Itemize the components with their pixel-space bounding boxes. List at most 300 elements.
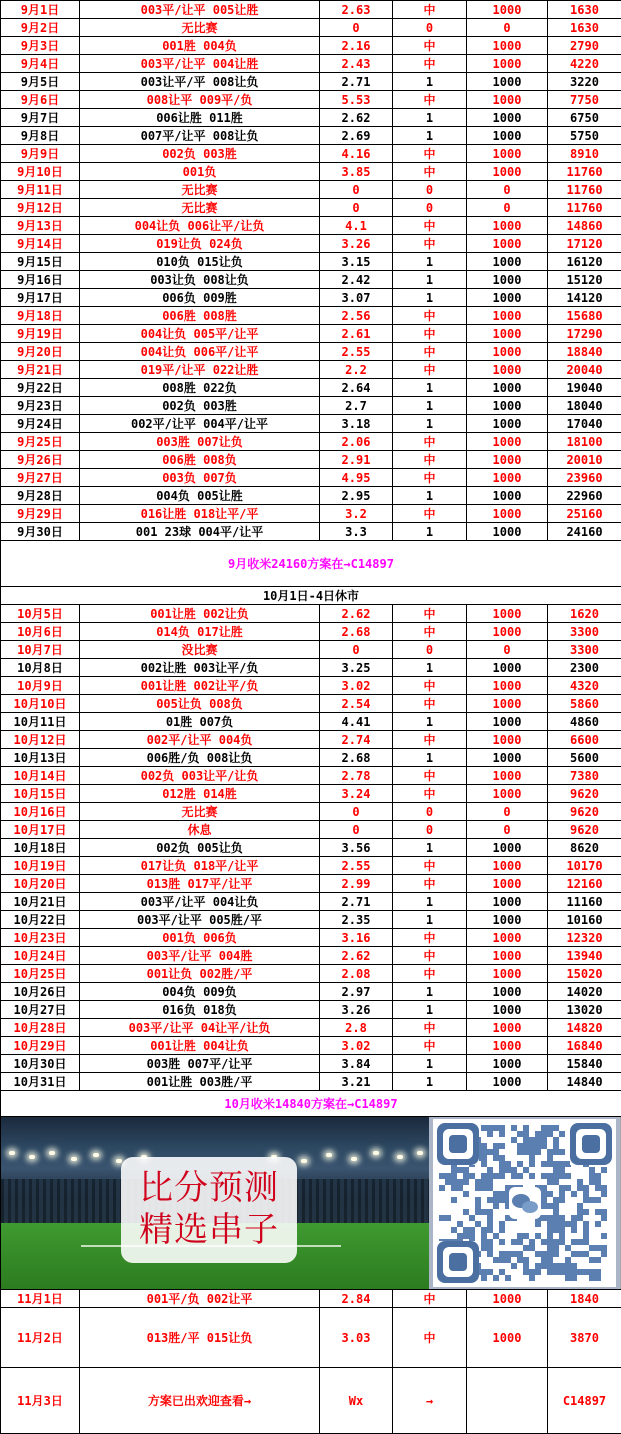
- table-row: [1, 623, 621, 641]
- match-cell: 004让负 006平/让平: [80, 343, 320, 361]
- date-cell: 9月11日: [1, 181, 80, 199]
- odds-cell: 2.71: [320, 73, 393, 91]
- match-cell: 002平/让平 004平/让平: [80, 415, 320, 433]
- result-cell: 中: [393, 361, 467, 379]
- match-cell: 无比赛: [80, 181, 320, 199]
- table-row: [1, 361, 621, 379]
- match-cell: 001让胜 003胜/平: [80, 1073, 320, 1091]
- table-row: [1, 1055, 621, 1073]
- total-cell: 4860: [548, 713, 621, 731]
- total-cell: 17040: [548, 415, 621, 433]
- odds-cell: 2.55: [320, 857, 393, 875]
- result-cell: 1: [393, 487, 467, 505]
- result-cell: 0: [393, 803, 467, 821]
- odds-cell: 3.02: [320, 1037, 393, 1055]
- stake-cell: 1000: [467, 289, 548, 307]
- date-cell: 9月29日: [1, 505, 80, 523]
- odds-cell: 2.2: [320, 361, 393, 379]
- date-cell: 9月12日: [1, 199, 80, 217]
- odds-cell: 2.97: [320, 983, 393, 1001]
- table-row: [1, 289, 621, 307]
- odds-cell: 2.68: [320, 623, 393, 641]
- match-cell: 01胜 007负: [80, 713, 320, 731]
- stake-cell: 0: [467, 199, 548, 217]
- stake-cell: 1000: [467, 731, 548, 749]
- stake-cell: 1000: [467, 523, 548, 541]
- odds-cell: 3.03: [320, 1308, 393, 1368]
- table-row: [1, 857, 621, 875]
- odds-cell: 0: [320, 181, 393, 199]
- odds-cell: 3.02: [320, 677, 393, 695]
- stake-cell: 1000: [467, 451, 548, 469]
- total-cell: 3870: [548, 1308, 621, 1368]
- table-row: [1, 397, 621, 415]
- odds-cell: 2.64: [320, 379, 393, 397]
- match-cell: 008让平 009平/负: [80, 91, 320, 109]
- table-row: [1, 145, 621, 163]
- september-summary: 9月收米24160方案在→C14897: [1, 541, 621, 587]
- match-cell: 006胜/负 008让负: [80, 749, 320, 767]
- date-cell: 10月25日: [1, 965, 80, 983]
- result-cell: 中: [393, 1, 467, 19]
- match-cell: 003胜 007让负: [80, 433, 320, 451]
- date-cell: 9月17日: [1, 289, 80, 307]
- total-cell: 1840: [548, 1290, 621, 1308]
- result-cell: 1: [393, 415, 467, 433]
- table-row: [1, 19, 621, 37]
- total-cell: 15120: [548, 271, 621, 289]
- table-row: [1, 433, 621, 451]
- date-cell: 9月9日: [1, 145, 80, 163]
- stake-cell: 1000: [467, 379, 548, 397]
- table-row: [1, 695, 621, 713]
- table-row: [1, 487, 621, 505]
- result-cell: 1: [393, 713, 467, 731]
- result-cell: 1: [393, 1055, 467, 1073]
- total-cell: 5860: [548, 695, 621, 713]
- match-cell: 007平/让平 008让负: [80, 127, 320, 145]
- table-row: [1, 677, 621, 695]
- result-cell: 中: [393, 1308, 467, 1368]
- odds-cell: 3.26: [320, 235, 393, 253]
- stake-cell: 1000: [467, 767, 548, 785]
- date-cell: 10月31日: [1, 1073, 80, 1091]
- total-cell: 18100: [548, 433, 621, 451]
- stake-cell: 1000: [467, 127, 548, 145]
- stake-cell: 1000: [467, 235, 548, 253]
- date-cell: 9月18日: [1, 307, 80, 325]
- result-cell: 1: [393, 253, 467, 271]
- stake-cell: 1000: [467, 623, 548, 641]
- stake-cell: 1000: [467, 343, 548, 361]
- table-row: [1, 343, 621, 361]
- odds-cell: 3.56: [320, 839, 393, 857]
- total-cell: 15680: [548, 307, 621, 325]
- date-cell: 11月1日: [1, 1290, 80, 1308]
- stake-cell: 1000: [467, 37, 548, 55]
- stake-cell: 1000: [467, 605, 548, 623]
- table-row: [1, 1073, 621, 1091]
- total-cell: 10170: [548, 857, 621, 875]
- odds-cell: 3.26: [320, 1001, 393, 1019]
- match-cell: 001让胜 002让负: [80, 605, 320, 623]
- stake-cell: 1000: [467, 875, 548, 893]
- table-row: [1, 469, 621, 487]
- date-cell: 9月6日: [1, 91, 80, 109]
- result-cell: 中: [393, 91, 467, 109]
- date-cell: 10月7日: [1, 641, 80, 659]
- match-cell: 008胜 022负: [80, 379, 320, 397]
- total-cell: 14820: [548, 1019, 621, 1037]
- total-cell: 1630: [548, 19, 621, 37]
- result-cell: 中: [393, 785, 467, 803]
- stake-cell: 1000: [467, 1037, 548, 1055]
- total-cell: 1630: [548, 1, 621, 19]
- result-cell: 中: [393, 1037, 467, 1055]
- odds-cell: 2.69: [320, 127, 393, 145]
- odds-cell: 2.68: [320, 749, 393, 767]
- odds-cell: 0: [320, 19, 393, 37]
- match-cell: 003平/让平 004让胜: [80, 55, 320, 73]
- match-cell: 休息: [80, 821, 320, 839]
- table-row: [1, 307, 621, 325]
- table-row: [1, 767, 621, 785]
- match-cell: 006让胜 011胜: [80, 109, 320, 127]
- stake-cell: 1000: [467, 109, 548, 127]
- result-cell: 中: [393, 163, 467, 181]
- total-cell: 23960: [548, 469, 621, 487]
- total-cell: 6750: [548, 109, 621, 127]
- stake-cell: 1000: [467, 469, 548, 487]
- stake-cell: 1000: [467, 325, 548, 343]
- table-row: [1, 379, 621, 397]
- stake-cell: 1000: [467, 163, 548, 181]
- result-cell: 中: [393, 947, 467, 965]
- date-cell: 10月15日: [1, 785, 80, 803]
- match-cell: 无比赛: [80, 803, 320, 821]
- match-cell: 003平/让平 004胜: [80, 947, 320, 965]
- table-row: [1, 253, 621, 271]
- odds-cell: 2.91: [320, 451, 393, 469]
- october-summary: 10月收米14840方案在→C14897: [1, 1091, 621, 1117]
- date-cell: 10月10日: [1, 695, 80, 713]
- date-cell: 9月2日: [1, 19, 80, 37]
- table-row: [1, 785, 621, 803]
- odds-cell: 3.21: [320, 1073, 393, 1091]
- stake-cell: 1000: [467, 253, 548, 271]
- stake-cell: 1000: [467, 713, 548, 731]
- total-cell: 17120: [548, 235, 621, 253]
- date-cell: 9月15日: [1, 253, 80, 271]
- stake-cell: 1000: [467, 487, 548, 505]
- total-cell: 3300: [548, 641, 621, 659]
- date-cell: 9月24日: [1, 415, 80, 433]
- table-row: [1, 965, 621, 983]
- table-row: [1, 505, 621, 523]
- match-cell: 没比赛: [80, 641, 320, 659]
- result-cell: 中: [393, 55, 467, 73]
- table-row: [1, 911, 621, 929]
- odds-cell: 3.2: [320, 505, 393, 523]
- match-cell: 001胜 004负: [80, 37, 320, 55]
- total-cell: 7750: [548, 91, 621, 109]
- total-cell: 12160: [548, 875, 621, 893]
- date-cell: 10月8日: [1, 659, 80, 677]
- odds-cell: 2.62: [320, 605, 393, 623]
- result-cell: 1: [393, 127, 467, 145]
- table-row: [1, 875, 621, 893]
- table-row: [1, 109, 621, 127]
- total-cell: 16840: [548, 1037, 621, 1055]
- date-cell: 9月5日: [1, 73, 80, 91]
- result-cell: 中: [393, 731, 467, 749]
- date-cell: 10月13日: [1, 749, 80, 767]
- match-cell: 001负 006负: [80, 929, 320, 947]
- result-cell: 中: [393, 929, 467, 947]
- table-row: [1, 127, 621, 145]
- odds-cell: 2.55: [320, 343, 393, 361]
- odds-cell: 2.63: [320, 1, 393, 19]
- november-rows: [1, 1290, 621, 1434]
- total-cell: 5600: [548, 749, 621, 767]
- stake-cell: 1000: [467, 1290, 548, 1308]
- match-cell: 001平/负 002让平: [80, 1290, 320, 1308]
- date-cell: 11月3日: [1, 1368, 80, 1434]
- table-row: [1, 821, 621, 839]
- date-cell: 11月2日: [1, 1308, 80, 1368]
- odds-cell: 2.06: [320, 433, 393, 451]
- result-cell: 1: [393, 839, 467, 857]
- odds-cell: 2.43: [320, 55, 393, 73]
- match-cell: 004负 009负: [80, 983, 320, 1001]
- stake-cell: 1000: [467, 397, 548, 415]
- result-cell: 中: [393, 307, 467, 325]
- match-cell: 006胜 008胜: [80, 307, 320, 325]
- result-cell: 中: [393, 767, 467, 785]
- match-cell: 003平/让平 005胜/平: [80, 911, 320, 929]
- stake-cell: 1000: [467, 893, 548, 911]
- match-cell: 016让胜 018让平/平: [80, 505, 320, 523]
- odds-cell: 3.3: [320, 523, 393, 541]
- odds-cell: 2.56: [320, 307, 393, 325]
- total-cell: 13940: [548, 947, 621, 965]
- total-cell: 24160: [548, 523, 621, 541]
- result-cell: 1: [393, 271, 467, 289]
- odds-cell: Wx: [320, 1368, 393, 1434]
- result-cell: 中: [393, 695, 467, 713]
- total-cell: 3220: [548, 73, 621, 91]
- date-cell: 9月26日: [1, 451, 80, 469]
- wechat-qr-icon: [433, 1119, 616, 1287]
- date-cell: 9月30日: [1, 523, 80, 541]
- stake-cell: 1000: [467, 1001, 548, 1019]
- september-rows: [1, 1, 621, 541]
- match-cell: 003让负 008让负: [80, 271, 320, 289]
- result-cell: 1: [393, 379, 467, 397]
- result-cell: 1: [393, 109, 467, 127]
- stake-cell: 1000: [467, 1073, 548, 1091]
- match-cell: 003让平/平 008让负: [80, 73, 320, 91]
- stake-cell: 1000: [467, 965, 548, 983]
- total-cell: 7380: [548, 767, 621, 785]
- date-cell: 10月16日: [1, 803, 80, 821]
- total-cell: 2790: [548, 37, 621, 55]
- date-cell: 10月23日: [1, 929, 80, 947]
- banner-row: [1, 1117, 621, 1290]
- odds-cell: 3.07: [320, 289, 393, 307]
- stake-cell: 1000: [467, 785, 548, 803]
- table-row: [1, 1037, 621, 1055]
- table-row: [1, 37, 621, 55]
- stake-cell: 1000: [467, 307, 548, 325]
- date-cell: 10月9日: [1, 677, 80, 695]
- match-cell: 005让负 008负: [80, 695, 320, 713]
- odds-cell: 3.16: [320, 929, 393, 947]
- total-cell: 5750: [548, 127, 621, 145]
- date-cell: 9月7日: [1, 109, 80, 127]
- date-cell: 10月19日: [1, 857, 80, 875]
- stake-cell: 1000: [467, 271, 548, 289]
- result-cell: 1: [393, 523, 467, 541]
- match-cell: 013胜 017平/让平: [80, 875, 320, 893]
- odds-cell: 2.54: [320, 695, 393, 713]
- date-cell: 9月20日: [1, 343, 80, 361]
- table-row: [1, 1001, 621, 1019]
- match-cell: 003胜 007平/让平: [80, 1055, 320, 1073]
- result-cell: 中: [393, 677, 467, 695]
- match-cell: 001负: [80, 163, 320, 181]
- date-cell: 10月28日: [1, 1019, 80, 1037]
- stake-cell: 1000: [467, 857, 548, 875]
- stake-cell: 1000: [467, 1019, 548, 1037]
- match-cell: 012胜 014胜: [80, 785, 320, 803]
- holiday-note-row: [1, 587, 621, 605]
- stake-cell: 1000: [467, 73, 548, 91]
- table-row: [1, 523, 621, 541]
- table-row: [1, 1, 621, 19]
- date-cell: 9月16日: [1, 271, 80, 289]
- date-cell: 9月8日: [1, 127, 80, 145]
- match-cell: 无比赛: [80, 19, 320, 37]
- result-cell: 0: [393, 641, 467, 659]
- total-cell: C14897: [548, 1368, 621, 1434]
- date-cell: 10月11日: [1, 713, 80, 731]
- match-cell: 002负 003让平/让负: [80, 767, 320, 785]
- result-cell: 中: [393, 433, 467, 451]
- total-cell: 15020: [548, 965, 621, 983]
- total-cell: 18040: [548, 397, 621, 415]
- date-cell: 9月23日: [1, 397, 80, 415]
- result-cell: 中: [393, 235, 467, 253]
- match-cell: 003平/让平 005让胜: [80, 1, 320, 19]
- match-cell: 003负 007负: [80, 469, 320, 487]
- date-cell: 9月28日: [1, 487, 80, 505]
- match-cell: 002平/让平 004负: [80, 731, 320, 749]
- match-cell: 003平/让平 04让平/让负: [80, 1019, 320, 1037]
- odds-cell: 0: [320, 803, 393, 821]
- september-summary-row: [1, 541, 621, 587]
- date-cell: 10月12日: [1, 731, 80, 749]
- total-cell: 22960: [548, 487, 621, 505]
- table-row: [1, 641, 621, 659]
- stake-cell: 1000: [467, 929, 548, 947]
- stake-cell: 1000: [467, 947, 548, 965]
- odds-cell: 2.08: [320, 965, 393, 983]
- odds-cell: 3.85: [320, 163, 393, 181]
- total-cell: 10160: [548, 911, 621, 929]
- match-cell: 019平/让平 022让胜: [80, 361, 320, 379]
- result-cell: 1: [393, 1001, 467, 1019]
- match-cell: 006负 009胜: [80, 289, 320, 307]
- match-cell: 016负 018负: [80, 1001, 320, 1019]
- date-cell: 9月4日: [1, 55, 80, 73]
- stake-cell: 1000: [467, 361, 548, 379]
- result-cell: 1: [393, 73, 467, 91]
- stake-cell: 1000: [467, 677, 548, 695]
- date-cell: 10月18日: [1, 839, 80, 857]
- odds-cell: 3.25: [320, 659, 393, 677]
- table-row: [1, 803, 621, 821]
- match-cell: 001 23球 004平/让平: [80, 523, 320, 541]
- stake-cell: 1000: [467, 55, 548, 73]
- match-cell: 001让胜 002让平/负: [80, 677, 320, 695]
- odds-cell: 2.62: [320, 109, 393, 127]
- date-cell: 9月3日: [1, 37, 80, 55]
- date-cell: 10月30日: [1, 1055, 80, 1073]
- stake-cell: 0: [467, 803, 548, 821]
- table-row: [1, 713, 621, 731]
- odds-cell: 4.95: [320, 469, 393, 487]
- date-cell: 10月24日: [1, 947, 80, 965]
- result-cell: 中: [393, 37, 467, 55]
- odds-cell: 2.99: [320, 875, 393, 893]
- stake-cell: 0: [467, 19, 548, 37]
- total-cell: 25160: [548, 505, 621, 523]
- odds-cell: 0: [320, 641, 393, 659]
- total-cell: 2300: [548, 659, 621, 677]
- result-cell: 0: [393, 181, 467, 199]
- result-cell: 0: [393, 19, 467, 37]
- table-row: [1, 55, 621, 73]
- match-cell: 002负 003胜: [80, 145, 320, 163]
- match-cell: 002让胜 003让平/负: [80, 659, 320, 677]
- table-row: [1, 73, 621, 91]
- total-cell: 9620: [548, 821, 621, 839]
- match-cell: 006胜 008负: [80, 451, 320, 469]
- result-cell: 1: [393, 1073, 467, 1091]
- table-row: [1, 451, 621, 469]
- total-cell: 20010: [548, 451, 621, 469]
- result-cell: 中: [393, 343, 467, 361]
- result-cell: 中: [393, 145, 467, 163]
- result-cell: 0: [393, 821, 467, 839]
- odds-cell: 4.41: [320, 713, 393, 731]
- odds-cell: 5.53: [320, 91, 393, 109]
- date-cell: 9月10日: [1, 163, 80, 181]
- stake-cell: 1000: [467, 749, 548, 767]
- result-cell: 1: [393, 911, 467, 929]
- odds-cell: 2.61: [320, 325, 393, 343]
- match-cell: 010负 015让负: [80, 253, 320, 271]
- match-cell: 方案已出欢迎查看→: [80, 1368, 320, 1434]
- table-row: [1, 199, 621, 217]
- date-cell: 10月21日: [1, 893, 80, 911]
- odds-cell: 2.71: [320, 893, 393, 911]
- total-cell: 19040: [548, 379, 621, 397]
- result-cell: 中: [393, 469, 467, 487]
- table-row: [1, 1019, 621, 1037]
- match-cell: 004让负 005平/让平: [80, 325, 320, 343]
